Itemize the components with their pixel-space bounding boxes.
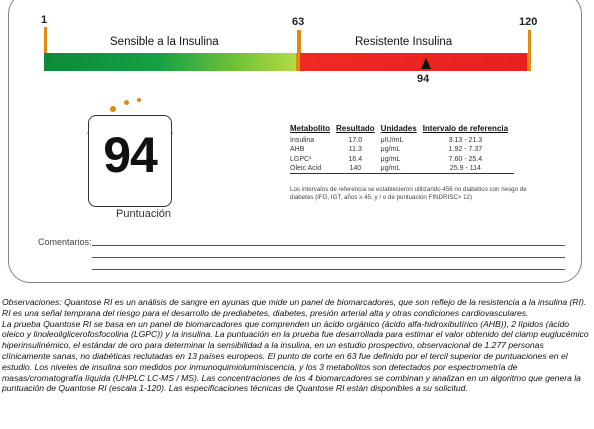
scale-min-tick bbox=[44, 27, 47, 55]
cell-result: 16.4 bbox=[348, 155, 363, 163]
cell-reference: 1.92 - 7.37 bbox=[448, 146, 483, 154]
comment-line-1[interactable] bbox=[92, 245, 565, 246]
cell-result: 140 bbox=[336, 164, 381, 174]
cell-reference: 3.13 - 21.3 bbox=[448, 137, 483, 144]
scale-max-tick bbox=[528, 30, 531, 54]
table-row bbox=[290, 145, 514, 154]
pointer-value: 94 bbox=[417, 73, 430, 85]
cell-metabolite: AHB bbox=[290, 146, 305, 154]
comment-line-3[interactable] bbox=[92, 269, 565, 270]
score-badge bbox=[88, 115, 172, 207]
cell-reference: 25.9 - 114 bbox=[423, 164, 514, 174]
cell-metabolite: Insulina bbox=[290, 137, 315, 144]
observations-paragraph-2: RI es una señal temprana del riesgo para el desarrollo de prediabetes, diabetes, presión arterial alta y otras condiciones cardiovasculares. bbox=[2, 307, 529, 318]
header-reference: Intervalo de referencia bbox=[422, 124, 509, 133]
resistant-bar bbox=[300, 53, 529, 71]
header-units: Unidades bbox=[380, 124, 417, 133]
sensitive-label: Sensible a la Insulina bbox=[110, 36, 219, 48]
sensitive-bar bbox=[44, 53, 297, 71]
scale-min-label: 1 bbox=[41, 14, 48, 26]
cell-units: μg/mL bbox=[381, 164, 423, 174]
decor-dot-2-icon bbox=[124, 100, 129, 105]
reference-note: Los intervalos de referencia se establecieron utilizando 456 no diabético con riesgo de diabetes (IFG, IGT, años ≥ 45, y / o de puntuación FINDRISC> 12) bbox=[290, 186, 527, 201]
observations-text bbox=[2, 297, 590, 394]
score-value: 94 bbox=[103, 127, 157, 183]
decor-dot-3-icon bbox=[137, 98, 141, 102]
header-result: Resultado bbox=[336, 124, 375, 133]
table-row bbox=[290, 136, 514, 145]
cell-units: μg/mL bbox=[380, 155, 401, 163]
cell-result: 11.3 bbox=[348, 146, 362, 154]
results-table bbox=[290, 124, 514, 174]
cell-reference: 7.60 - 25.4 bbox=[448, 155, 483, 163]
header-metabolite: Metabolito bbox=[290, 124, 330, 133]
comments-label: Comentarios: bbox=[38, 237, 92, 247]
comment-line-2[interactable] bbox=[92, 257, 565, 258]
cell-units: μg/mL bbox=[380, 146, 401, 154]
table-row bbox=[290, 155, 514, 164]
decor-dot-1-icon bbox=[110, 106, 116, 112]
score-pointer-icon bbox=[421, 58, 431, 69]
score-label: Puntuación bbox=[116, 208, 172, 220]
cell-metabolite: LGPC¹ bbox=[290, 155, 312, 163]
cell-result: 17.0 bbox=[348, 137, 363, 144]
scale-cutoff-tick bbox=[297, 30, 301, 54]
resistant-label: Resistente Insulina bbox=[355, 36, 453, 48]
table-header-row bbox=[290, 124, 514, 136]
max-marker bbox=[527, 53, 531, 71]
table-row bbox=[290, 164, 514, 174]
cell-metabolite: Oleic Acid bbox=[290, 164, 336, 174]
scale-max-label: 120 bbox=[519, 16, 538, 28]
observations-paragraph-1: Observaciones: Quantose RI es un análisis de sangre en ayunas que mide un panel de biomarcadores, que son reflejo de la resistencia a la insulina (RI). bbox=[2, 297, 587, 307]
observations-paragraph-3: La prueba Quantose RI se basa en un panel de biomarcadores que comprenden un ácido orgánico (ácido alfa-hidroxibutírico (AHB)), 2 lípidos (ácido oleico y linoleoilglicerofosfocolina (LGPC)) y la insulina. La puntuación en la prueba fue desarrollada para estimar el valor obtenido del clamp euglucémico hiperinsulinémico, el estándar de oro para determinar la sensibilidad a la insulina, en un estudio prospectivo, observacional de 1.277 personas clínicamente sanas, no diabéticas reclutadas en 13 países europeos. El punto de corte en 63 fue definido por el tercil superior de puntuaciones en el estudio. Los niveles de insulina son medidos por inmunoquimioluminiscencia, y los 3 metabolitos son detectados por espectrometría de masas/cromatografía líquida (UHPLC LC-MS / MS). Las concentraciones de los 4 biomarcadores se combinan y analizan en un algoritmo que genera la puntuación de Quantose RI (escala 1-120). Las especificaciones técnicas de Quantose RI están disponibles a su solicitud. bbox=[2, 318, 589, 394]
scale-cutoff-label: 63 bbox=[292, 16, 305, 28]
cell-units: μIU/mL bbox=[380, 137, 404, 144]
